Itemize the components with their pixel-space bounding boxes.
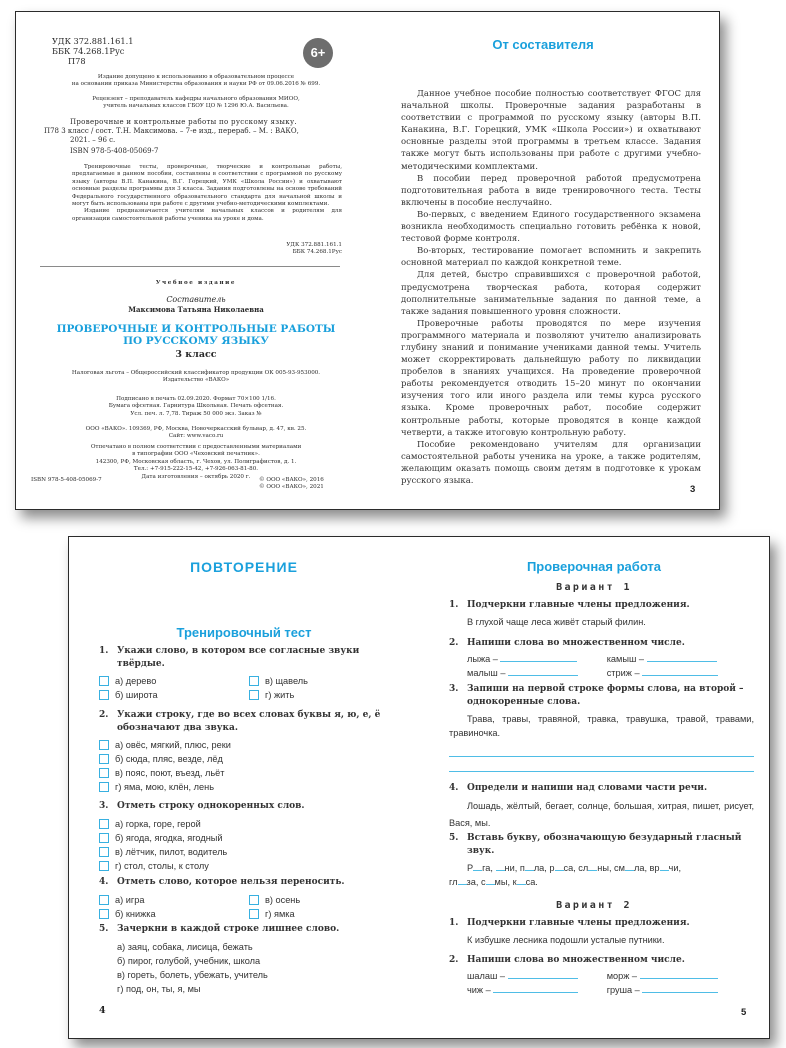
question-text: Определи и напиши над словами части речи. <box>467 783 708 793</box>
letter-blank[interactable] <box>486 876 495 885</box>
question-text: Подчеркни главные члены предложения. <box>467 918 690 928</box>
bbk-code: ББК 74.268.1Рус <box>52 46 125 57</box>
checkbox[interactable] <box>99 833 109 843</box>
page-number: 3 <box>690 484 696 495</box>
test-title: Тренировочный тест <box>176 625 312 640</box>
publisher-website: Сайт: www.vaco.ru <box>168 433 224 440</box>
reviewer-note <box>46 96 346 111</box>
print-line: Усл. печ. л. 7,78. Тираж 50 000 экз. Заказ № <box>130 410 262 417</box>
copyright-line: © ООО «ВАКО», 2016 <box>259 477 324 483</box>
annotation-text: Издание предназначается учителям начальных классов и родителям для организации самостоятельной работы ученика на уроке и дома. <box>72 208 342 222</box>
answer-option[interactable] <box>249 688 399 702</box>
answer-option[interactable] <box>99 674 249 688</box>
letter-blank[interactable] <box>496 862 505 871</box>
checkbox[interactable] <box>99 861 109 871</box>
preface-title: От составителя <box>492 37 594 52</box>
answer-option[interactable] <box>99 859 399 873</box>
option-label: г) ямка <box>265 909 295 919</box>
question-text: Напиши слова во множественном числе. <box>467 638 685 648</box>
bibliographic-record <box>44 118 349 156</box>
question-text: Укажи слово, в котором все согласные звуки твёрдые. <box>117 646 360 669</box>
book-title-line: ПО РУССКОМУ ЯЗЫКУ <box>123 335 269 347</box>
preface-paragraph: В пособии перед проверочной работой предусмотрена подготовительная работа в виде тренировочного теста. Тесты включены в пособие неслучайно. <box>401 173 701 208</box>
option-label: а) дерево <box>115 676 157 686</box>
v1-question-4 <box>449 782 754 832</box>
question-text: Запиши на первой строке формы слова, на второй – однокоренные слова. <box>467 684 744 707</box>
question-text: Зачеркни в каждой строке лишнее слово. <box>117 924 340 934</box>
preface-paragraph: Пособие рекомендовано учителям для организации самостоятельной работы ученика на уроке, а также родителям, желающим оказать помощь своим детям в подготовке к урокам русского языка. <box>401 439 701 486</box>
udk-code: УДК 372.881.161.1 <box>286 242 342 248</box>
compiler-name: Максимова Татьяна Николаевна <box>128 305 264 314</box>
checkbox[interactable] <box>99 690 109 700</box>
fragment: ни, п <box>504 863 525 873</box>
tax-line: Налоговая льгота – Общероссийский классификатор продукции ОК 005-93-953000. <box>71 370 321 376</box>
checkbox[interactable] <box>99 754 109 764</box>
option-label: б) книжка <box>115 909 156 919</box>
question-number: 4. <box>99 877 109 887</box>
v1-question-1 <box>449 599 754 629</box>
classification-codes <box>52 36 133 67</box>
answer-blank[interactable] <box>493 983 578 993</box>
option-label: г) яма, мою, клён, лень <box>115 782 214 792</box>
v2-question-1 <box>449 917 754 947</box>
question-text: Отметь слово, которое нельзя переносить. <box>117 877 345 887</box>
letter-blank[interactable] <box>555 862 564 871</box>
approval-line: Издание допущено к использованию в образовательном процессе <box>97 74 295 80</box>
udk-code: УДК 372.881.161.1 <box>52 36 134 46</box>
question-number: 2. <box>99 710 109 720</box>
option-label: б) широта <box>115 690 158 700</box>
grade: 3 класс <box>175 349 217 360</box>
checkbox[interactable] <box>99 676 109 686</box>
review-test-page <box>69 537 419 1038</box>
printer-line: Отпечатано в полном соответствии с предоставленными материалами <box>90 444 302 450</box>
fragment: Р <box>467 863 474 873</box>
answer-option[interactable] <box>99 845 399 859</box>
annotation <box>72 164 342 223</box>
answer-option[interactable] <box>249 674 399 688</box>
sentence: К избушке лесника подошли усталые путники. <box>467 935 665 945</box>
author-mark: П78 <box>68 56 86 67</box>
question-text: Вставь букву, обозначающую безударный гласный звук. <box>467 833 742 856</box>
option-label: г) стол, столы, к столу <box>115 861 209 871</box>
answer-option[interactable] <box>99 688 249 702</box>
option-label: а) горка, горе, герой <box>115 819 201 829</box>
letter-blank[interactable] <box>458 876 467 885</box>
divider <box>40 266 340 267</box>
option-label: г) жить <box>265 690 295 700</box>
answer-blank[interactable] <box>500 652 577 662</box>
question-number: 3. <box>449 684 459 694</box>
option-label: в) щавель <box>265 676 308 686</box>
checkbox[interactable] <box>249 895 259 905</box>
word-row: б) пирог, голубой, учебник, школа <box>117 956 261 966</box>
printer-info <box>46 444 346 481</box>
question-text: Отметь строку однокоренных слов. <box>117 801 305 811</box>
compiler-label: Составитель <box>166 295 226 304</box>
letter-blank[interactable] <box>625 862 634 871</box>
letter-blank[interactable] <box>588 862 597 871</box>
answer-option[interactable] <box>99 738 399 752</box>
publisher-info <box>46 426 346 441</box>
question-5 <box>99 923 399 996</box>
letter-blank[interactable] <box>473 862 482 871</box>
question-number: 5. <box>99 924 109 934</box>
printer-line: 142300, РФ, Московская область, г. Чехов, ул. Полиграфистов, д. 1. <box>95 458 297 465</box>
tax-info <box>46 370 346 385</box>
question-text: Подчеркни главные члены предложения. <box>467 600 690 610</box>
option-label: а) игра <box>115 895 145 905</box>
answer-option[interactable] <box>99 817 399 831</box>
fragment: гл <box>449 877 458 887</box>
preface-page <box>368 12 718 509</box>
checkbox[interactable] <box>99 768 109 778</box>
word: стриж – <box>606 668 640 678</box>
answer-option[interactable] <box>249 907 399 921</box>
fragment: ны, см <box>597 863 625 873</box>
writing-line[interactable] <box>449 756 754 757</box>
fragment: са. <box>525 877 538 887</box>
checkbox[interactable] <box>249 909 259 919</box>
checkbox[interactable] <box>249 676 259 686</box>
question-4 <box>99 876 399 921</box>
annotation-text: Тренировочные тесты, проверочные, творческие и контрольные работы, предлагаемые в данном пособии, составлены в соответствии с программой по русскому языку (авторы В.П. Канакина, В.Г. Горецкий, УМК «Школа России») и охватывают основные разделы программы для 3 класса. Задания подготовлены на основе требований Федерального государственного образовательного стандарта для начальной школы и могут быть использованы при работе с другими учебно-методическими комплектами. <box>72 164 342 208</box>
isbn: ISBN 978-5-408-05069-7 <box>70 147 159 155</box>
check-work-page <box>419 537 769 1038</box>
letter-blank[interactable] <box>525 862 534 871</box>
variant-2-heading: Вариант 2 <box>556 900 632 911</box>
answer-option[interactable] <box>99 766 399 780</box>
approval-note <box>46 74 346 89</box>
word-row: г) под, он, ты, я, мы <box>117 984 201 994</box>
copyright-line: © ООО «ВАКО», 2021 <box>259 484 324 491</box>
preface-paragraph: Проверочные работы проводятся по мере изучения программного материала и позволяют учителю анализировать глубину знаний и понимание учениками данной темы. Учитель может скорректировать дальнейшую работу по ликвидации пробелов в знаниях учащихся. На проведение проверочной работы рекомендуется отводить 15–20 минут по окончании изучения того или иного раздела или темы курса русского языка. Кроме проверочных работ, пособие содержит контрольные работы, которые проводятся в конце каждой четверти, а также итоговую контрольную работу. <box>401 318 701 438</box>
word-list: Трава, травы, травяной, травка, травушка, травой, травами, травиночка. <box>449 714 754 738</box>
answer-blank[interactable] <box>647 652 717 662</box>
preface-paragraph: Данное учебное пособие полностью соответствует ФГОС для начальной школы. Проверочные задания разработаны в соответствии с программой по русскому языку (авторы В.П. Канакина, В.Г. Горецкий, УМК «Школа России») и охватывают основные разделы этой программы в третьем классе. Задания также могут быть использованы при работе с другими учебно-методическими комплектами. <box>401 89 701 172</box>
variant-1-heading: Вариант 1 <box>556 582 632 593</box>
option-label: в) пояс, поют, въезд, льёт <box>115 768 225 778</box>
answer-blank[interactable] <box>642 666 718 676</box>
letter-blank[interactable] <box>517 876 526 885</box>
checkbox[interactable] <box>99 819 109 829</box>
question-number: 5. <box>449 833 459 843</box>
answer-option[interactable] <box>249 893 399 907</box>
printer-line: в типографии ООО «Чеховский печатник». <box>132 451 260 458</box>
preface-body <box>401 88 701 487</box>
preface-paragraph: Для детей, быстро справившихся с проверочной работой, предусмотрена творческая работа, которая содержит дополнительные занимательные задания по данной теме, а также задания повышенного уровня сложности. <box>401 270 701 317</box>
bib-title: Проверочные и контрольные работы по русскому языку. <box>70 118 297 126</box>
page-number: 4 <box>99 1005 106 1016</box>
option-label: в) осень <box>265 895 301 905</box>
edition-type: Учебное издание <box>155 280 237 286</box>
question-2 <box>99 709 399 794</box>
print-line: Подписано в печать 02.09.2020. Формат 70×100 1/16. <box>116 396 276 402</box>
section-title: ПОВТОРЕНИЕ <box>190 559 298 575</box>
fragment: чи, <box>668 863 682 873</box>
word-row: а) заяц, собака, лисица, бежать <box>117 942 253 952</box>
v1-question-5 <box>449 832 754 889</box>
question-3 <box>99 800 399 873</box>
fragment: ла, вр <box>633 863 660 873</box>
copyright <box>259 477 324 492</box>
book-spread-top <box>15 11 720 510</box>
tax-line: Издательство «ВАКО» <box>162 377 230 384</box>
work-title: Проверочная работа <box>526 559 662 574</box>
codes-repeat <box>46 242 342 257</box>
age-rating-badge: 6+ <box>303 38 333 68</box>
book-title-line: ПРОВЕРОЧНЫЕ И КОНТРОЛЬНЫЕ РАБОТЫ <box>56 323 336 335</box>
question-1 <box>99 645 399 702</box>
answer-blank[interactable] <box>508 969 578 979</box>
word: груша – <box>606 985 640 995</box>
word: чиж – <box>467 985 491 995</box>
bib-line: 2021. – 96 с. <box>70 136 116 144</box>
word: малыш – <box>467 668 506 678</box>
fragment: мы, к <box>494 877 517 887</box>
reviewer-line: учитель начальных классов ГБОУ ЦО № 1296 Ю.А. Васильева. <box>103 103 289 110</box>
writing-line[interactable] <box>449 771 754 772</box>
v1-question-2 <box>449 637 754 680</box>
bib-line: П78 3 класс / сост. Т.Н. Максимова. – 7-е изд., перераб. – М. : ВАКО, <box>44 127 299 135</box>
answer-blank[interactable] <box>642 983 718 993</box>
checkbox[interactable] <box>99 740 109 750</box>
option-label: б) сюда, пляс, везде, лёд <box>115 754 223 764</box>
answer-option[interactable] <box>99 752 399 766</box>
question-number: 1. <box>99 646 109 656</box>
option-label: в) лётчик, пилот, водитель <box>115 847 228 857</box>
fragment: ла, р <box>533 863 555 873</box>
answer-option[interactable] <box>99 831 399 845</box>
reviewer-line: Рецензент – преподаватель кафедры начального образования МИОО, <box>92 96 300 102</box>
bbk-code: ББК 74.268.1Рус <box>292 249 342 256</box>
sentence: В глухой чаще леса живёт старый филин. <box>467 617 646 627</box>
word-row: в) гореть, болеть, убежать, учитель <box>117 970 268 980</box>
option-label: б) ягода, ягодка, ягодный <box>115 833 223 843</box>
fragment: га, <box>482 863 496 873</box>
question-number: 3. <box>99 801 109 811</box>
question-text: Напиши слова во множественном числе. <box>467 955 685 965</box>
gap-fill-line <box>449 861 754 875</box>
word-list: Лошадь, жёлтый, бегает, солнце, большая, хитрая, пишет, рисует, Вася, мы. <box>449 801 754 828</box>
page-number: 5 <box>741 1007 747 1018</box>
question-number: 4. <box>449 783 459 793</box>
question-text: Укажи строку, где во всех словах буквы я, ю, е, ё обозначают два звука. <box>117 710 381 733</box>
printer-line: Тел.: +7-915-222-15-42, +7-926-063-81-80. <box>133 466 259 473</box>
print-info <box>46 396 346 418</box>
preface-paragraph: Во-первых, с введением Единого государственного экзамена возникла необходимость специально готовить ребёнка к новой, тестовой форме контроля. <box>401 209 701 245</box>
answer-option[interactable] <box>99 893 249 907</box>
word: морж – <box>606 971 638 981</box>
gap-fill-line <box>449 875 754 889</box>
checkbox[interactable] <box>99 847 109 857</box>
imprint-page <box>16 12 366 509</box>
answer-blank[interactable] <box>508 666 578 676</box>
publisher-line: ООО «ВАКО». 109369, РФ, Москва, Новочеркасский бульвар, д. 47, кв. 25. <box>85 426 307 432</box>
letter-blank[interactable] <box>660 862 669 871</box>
answer-blank[interactable] <box>640 969 718 979</box>
answer-option[interactable] <box>99 907 249 921</box>
book-spread-bottom <box>68 536 770 1039</box>
manufacture-date: Дата изготовления – октябрь 2020 г. <box>141 473 251 480</box>
question-number: 1. <box>449 600 459 610</box>
question-number: 1. <box>449 918 459 928</box>
checkbox[interactable] <box>99 782 109 792</box>
preface-paragraph: Во-вторых, тестирование помогает вспомнить и закрепить основной материал по каждой конкретной теме. <box>401 246 701 269</box>
approval-line: на основании приказа Министерства образования и науки РФ от 09.06.2016 № 699. <box>71 81 321 88</box>
fragment: са, сл <box>563 863 589 873</box>
answer-option[interactable] <box>99 780 399 794</box>
word: лыжа – <box>467 654 498 664</box>
checkbox[interactable] <box>99 909 109 919</box>
v1-question-3 <box>449 683 754 740</box>
question-number: 2. <box>449 638 459 648</box>
book-title <box>46 323 346 347</box>
word: шалаш – <box>467 971 505 981</box>
v2-question-2 <box>449 954 754 997</box>
word: камыш – <box>606 654 644 664</box>
checkbox[interactable] <box>99 895 109 905</box>
question-number: 2. <box>449 955 459 965</box>
checkbox[interactable] <box>249 690 259 700</box>
isbn-bottom: ISBN 978-5-408-05069-7 <box>31 477 102 483</box>
option-label: а) овёс, мягкий, плюс, реки <box>115 740 231 750</box>
print-line: Бумага офсетная. Гарнитура Школьная. Печать офсетная. <box>108 403 284 410</box>
fragment: за, с <box>466 877 486 887</box>
